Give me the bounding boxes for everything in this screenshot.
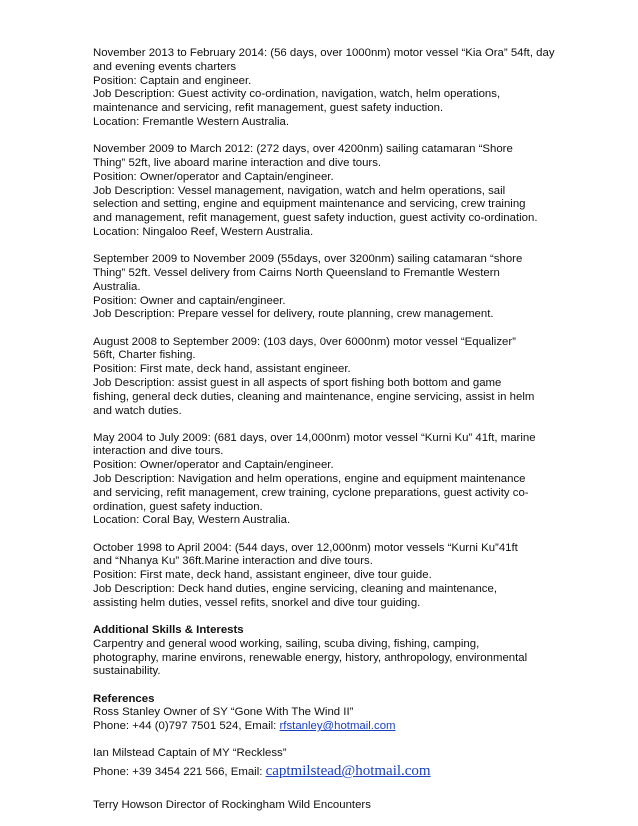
job-entry	[93, 336, 573, 419]
job-line: Position: Owner/operator and Captain/engineer.	[93, 170, 334, 183]
job-line: Job Description: Prepare vessel for delivery, route planning, crew management.	[93, 308, 494, 321]
job-line: Job Description: assist guest in all aspects of sport fishing both bottom and game	[93, 376, 502, 389]
job-line: Thing” 52ft. Vessel delivery from Cairns North Queensland to Fremantle Western	[93, 266, 500, 279]
spacer	[93, 734, 573, 747]
job-entry	[93, 542, 573, 611]
job-line: interaction and dive tours.	[93, 445, 224, 458]
job-line: Australia.	[93, 280, 141, 293]
spacer	[93, 528, 573, 541]
job-line: and watch duties.	[93, 404, 182, 417]
job-line: November 2009 to March 2012: (272 days, over 4200nm) sailing catamaran “Shore	[93, 143, 513, 156]
job-line: Location: Fremantle Western Australia.	[93, 115, 290, 128]
job-line: Position: Owner/operator and Captain/engineer.	[93, 459, 334, 472]
job-line: Location: Ningaloo Reef, Western Australia.	[93, 225, 314, 238]
job-line: ordination, guest safety induction.	[93, 500, 263, 513]
job-line: Job Description: Vessel management, navigation, watch and helm operations, sail	[93, 184, 506, 197]
reference-title: Ross Stanley Owner of SY “Gone With The Wind II”	[93, 706, 354, 719]
references-heading: References	[93, 692, 155, 705]
spacer	[93, 418, 573, 431]
job-line: November 2013 to February 2014: (56 days, over 1000nm) motor vessel “Kia Ora” 54ft, day	[93, 47, 555, 59]
job-line: October 1998 to April 2004: (544 days, over 12,000nm) motor vessels “Kurni Ku”41ft	[93, 541, 518, 554]
job-line: Position: Captain and engineer.	[93, 74, 252, 87]
spacer	[93, 322, 573, 335]
job-line: Position: Owner and captain/engineer.	[93, 294, 286, 307]
spacer	[93, 611, 573, 624]
job-line: and “Nhanya Ku” 36ft.Marine interaction and dive tours.	[93, 555, 373, 568]
reference-title: Terry Howson Director of Rockingham Wild Encounters	[93, 798, 371, 811]
spacer	[93, 240, 573, 253]
job-entry	[93, 47, 573, 130]
job-line: maintenance and servicing, refit management, guest safety induction.	[93, 102, 444, 115]
job-line: and servicing, refit management, crew training, cyclone preparations, guest activity co-	[93, 486, 529, 499]
job-entry	[93, 143, 573, 240]
phone-text: Phone: +44 (0)797 7501 524, Email:	[93, 720, 280, 733]
email-link[interactable]: rfstanley@hotmail.com	[279, 720, 396, 733]
job-line: Location: Coral Bay, Western Australia.	[93, 514, 291, 527]
reference-title: Ian Milstead Captain of MY “Reckless”	[93, 747, 287, 760]
email-link[interactable]: captmilstead@hotmail.com	[265, 763, 431, 780]
job-line: and management, refit management, guest safety induction, guest activity co-ordination.	[93, 212, 538, 225]
job-line: May 2004 to July 2009: (681 days, over 14,000nm) motor vessel “Kurni Ku” 41ft, marine	[93, 431, 536, 444]
skills-line: Carpentry and general wood working, sailing, scuba diving, fishing, camping,	[93, 637, 480, 650]
job-line: fishing, general deck duties, cleaning and maintenance, engine servicing, assist in helm	[93, 390, 535, 403]
spacer	[93, 679, 573, 692]
job-line: August 2008 to September 2009: (103 days, 0ver 6000nm) motor vessel “Equalizer”	[93, 335, 516, 348]
spacer	[93, 130, 573, 143]
spacer	[93, 785, 573, 798]
resume-page	[93, 47, 573, 812]
skills-section	[93, 624, 573, 679]
references-section	[93, 693, 573, 813]
job-line: September 2009 to November 2009 (55days, over 3200nm) sailing catamaran “shore	[93, 253, 523, 266]
skills-line: sustainability.	[93, 665, 161, 678]
job-line: and evening events charters	[93, 60, 237, 73]
job-line: Job Description: Navigation and helm operations, engine and equipment maintenance	[93, 473, 526, 486]
job-line: Thing” 52ft, live aboard marine interaction and dive tours.	[93, 156, 382, 169]
job-line: Position: First mate, deck hand, assistant engineer.	[93, 363, 351, 376]
job-line: 56ft, Charter fishing.	[93, 349, 196, 362]
job-line: Position: First mate, deck hand, assistant engineer, dive tour guide.	[93, 569, 432, 582]
reference-contact	[93, 765, 573, 785]
job-line: Job Description: Deck hand duties, engine servicing, cleaning and maintenance,	[93, 583, 497, 596]
job-line: selection and setting, engine and equipment maintenance and servicing, crew training	[93, 198, 526, 211]
job-line: Job Description: Guest activity co-ordination, navigation, watch, helm operations,	[93, 88, 501, 101]
skills-line: photography, marine environs, renewable energy, history, anthropology, environmental	[93, 651, 528, 664]
job-entry	[93, 253, 573, 322]
reference-contact	[93, 720, 573, 734]
skills-heading: Additional Skills & Interests	[93, 624, 244, 637]
job-line: assisting helm duties, vessel refits, snorkel and dive tour guiding.	[93, 596, 421, 609]
phone-text: Phone: +39 3454 221 566, Email:	[93, 766, 266, 779]
job-entry	[93, 432, 573, 529]
